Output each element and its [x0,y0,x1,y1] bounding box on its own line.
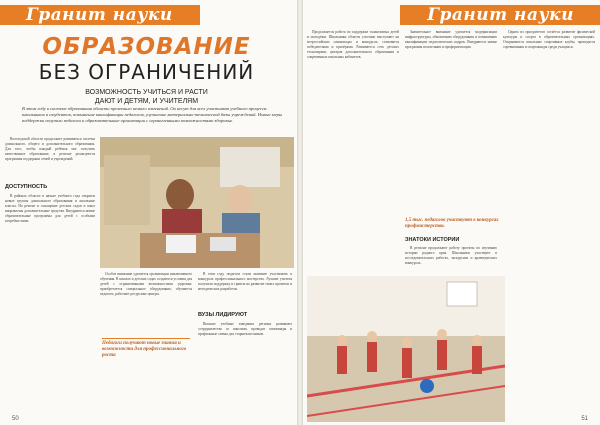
left-heading-1: ДОСТУПНОСТЬ [5,184,48,190]
right-column-2: Значительное внимание уделяется модернизации инфраструктуры, обновлению оборудования и повышению квалификации педагогических кадров. Внедряются новые программы воспитания и профориентации. [405,30,497,49]
left-column-2: Особое внимание уделяется организации инклюзивного обучения. В школах и детских садах создаются условия для детей с ограниченными возможностями здоровья: приобретается специальное оборудование, обучаются педагоги, работают ресурсные центры. [100,272,192,296]
right-column-2b: В регионе продолжают работу проекты по изучению истории родного края. Школьники участвуют в исследовательских работах, экскурсиях и краеведческих конкурсах. [405,246,497,265]
photo-left [100,137,294,268]
section-title-right: Гранит науки [427,5,574,25]
header-band-right [400,5,600,25]
lead-paragraph: В этом году в системе образования области произошло немало изменений. Он несут для всех участников учебного процесса: школьников и студентов, повышение квалификации педагогов, улучшение материально-технической базы учреждений. Новые меры поддержки получили педагоги и образовательные организации с ограниченными возможностями здоровья. [22,106,283,123]
left-column-3b: Высшие учебные заведения региона развивают сотрудничество со школами, проводят олимпиады и профильные смены для старшеклассников. [198,322,292,336]
article-title [0,34,293,106]
title-line-2: БЕЗ ОГРАНИЧЕНИЙ [38,60,255,84]
right-heading-1: 1,5 тыс. педагогов участвуют в конкурсах профмастерства. [405,218,499,229]
right-column-1: Продолжается работа по поддержке талантливых детей и молодёжи. Школьники области успешно выступают на всероссийских олимпиадах и конкурсах, становятся победителями и призёрами. Развивается сеть детских технопарков, центров дополнительного образования и современных школьных кабинетов. [307,30,399,59]
page-number-right: 51 [581,416,588,422]
left-page [0,0,297,425]
subtitle-line-1: ВОЗМОЖНОСТЬ УЧИТЬСЯ И РАСТИ [85,89,208,96]
photo-right [307,276,505,422]
header-band-left [0,5,200,25]
left-heading-2: ВУЗЫ ЛИДИРУЮТ [198,312,248,318]
left-quote: Педагоги получают новые знания и возможности для профессионального роста [102,338,190,359]
section-title-left: Гранит науки [26,5,173,25]
left-column-1: Вологодской области продолжает развиваться система дошкольного, общего и дополнительного образования. Для того, чтобы каждый ребёнок мог получить качественное образование, в регионе реализуются программы поддержки семей и учреждений. [5,137,95,161]
right-column-3: Одним из приоритетов остаётся развитие физической культуры и спорта в образовательных организациях. Открываются школьные спортивные клубы, проводятся соревнования и спартакиады среди учащихся. [503,30,595,49]
title-line-1: ОБРАЗОВАНИЕ [42,34,251,60]
left-column-3: В этом году педагоги стали активнее участвовать в конкурсах профессионального мастерства. Лучшие учителя получили поддержку и гранты на развитие своих проектов и методических разработок. [198,272,292,291]
right-page [303,0,600,425]
subtitle-line-2: ДАЮТ И ДЕТЯМ, И УЧИТЕЛЯМ [94,98,199,105]
right-heading-2: ЗНАТОКИ ИСТОРИИ [405,237,460,243]
left-column-1b: В районах области в начале учебного года открыты новые группы дошкольного образования и школьные классы. На ремонт и оснащение детских садов и школ направлены дополнительные средства. Внедряются новые образовательные программы для детей с особыми потребностями. [5,194,95,223]
page-number-left: 50 [12,416,19,422]
